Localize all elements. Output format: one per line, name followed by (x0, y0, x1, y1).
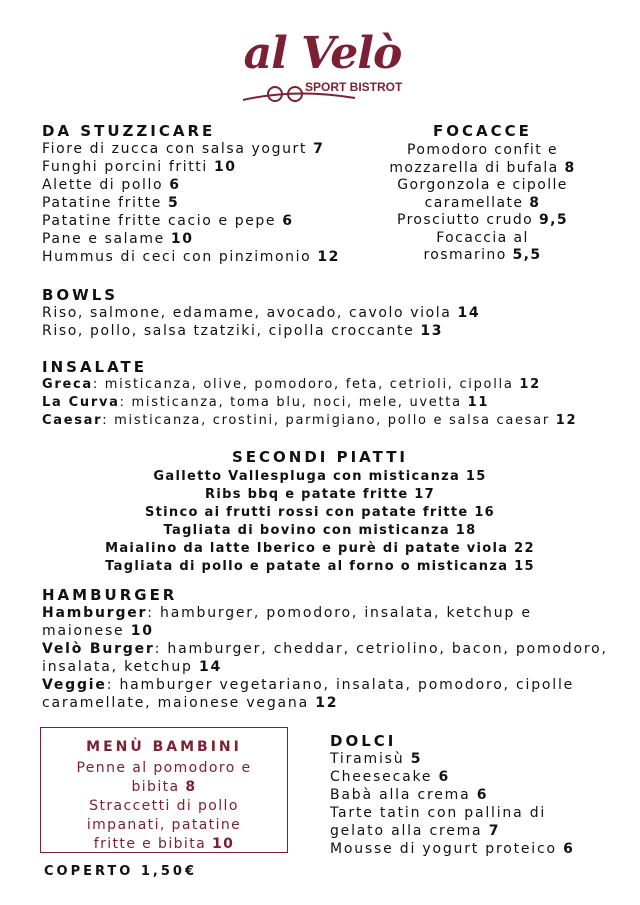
menu-item: Straccetti di pollo impanati, patatine fritte e bibita 10 (86, 798, 242, 852)
menu-item: Focaccia al rosmarino 5,5 (423, 229, 542, 263)
menu-item: Gorgonzola e cipolle caramellate 8 (397, 177, 568, 211)
section-secondi (0, 448, 640, 576)
menu-item: Hummus di ceci con pinzimonio 12 (42, 249, 341, 265)
menu-item: Mousse di yogurt proteico 6 (330, 841, 575, 857)
logo-subtitle: SPORT BISTROT (305, 80, 403, 94)
section-dolci (330, 732, 620, 858)
logo-script-text: al Velò (243, 28, 402, 79)
menu-item: Hamburger: hamburger, pomodoro, insalata, ketchup e maionese 10 (42, 605, 532, 639)
section-stuzzicare (42, 122, 340, 266)
section-title: FOCACCE (433, 122, 532, 140)
menu-item: Greca: misticanza, olive, pomodoro, feta, cetrioli, cipolla 12 (42, 377, 541, 392)
menu-item: Babà alla crema 6 (330, 787, 489, 803)
section-title: MENÙ BAMBINI (86, 739, 242, 755)
section-bambini-box (40, 727, 288, 853)
menu-item: Pane e salame 10 (42, 231, 194, 247)
menu-item: Riso, pollo, salsa tzatziki, cipolla croccante 13 (42, 323, 444, 339)
section-title: DA STUZZICARE (42, 122, 216, 140)
menu-item: Tiramisù 5 (330, 751, 423, 767)
menu-item: Tagliata di bovino con misticanza 18 (163, 523, 477, 538)
section-title: INSALATE (42, 358, 148, 376)
menu-item: Tarte tatin con pallina di gelato alla crema 7 (330, 805, 547, 839)
menu-item: Maialino da latte Iberico e purè di patate viola 22 (105, 541, 535, 556)
menu-item: Penne al pomodoro e bibita 8 (76, 760, 252, 795)
menu-item: Patatine fritte cacio e pepe 6 (42, 213, 294, 229)
section-insalate (42, 358, 577, 430)
menu-item: Velò Burger: hamburger, cheddar, cetriolino, bacon, pomodoro, insalata, ketchup 14 (42, 641, 608, 675)
menu-item: Stinco ai frutti rossi con patate fritte 16 (144, 505, 496, 520)
menu-item: Patatine fritte 5 (42, 195, 180, 211)
coperto-note: COPERTO 1,50€ (44, 864, 197, 879)
menu-item: Caesar: misticanza, crostini, parmigiano, pollo e salsa caesar 12 (42, 413, 578, 428)
menu-item: La Curva: misticanza, toma blu, noci, mele, uvetta 11 (42, 395, 490, 410)
section-hamburger (42, 586, 617, 712)
logo (235, 28, 410, 108)
menu-item: Pomodoro confit e mozzarella di bufala 8 (389, 142, 576, 176)
section-title: SECONDI PIATTI (231, 448, 409, 466)
menu-item: Cheesecake 6 (330, 769, 451, 785)
menu-item: Funghi porcini fritti 10 (42, 159, 237, 175)
menu-item: Veggie: hamburger vegetariano, insalata, pomodoro, cipolle caramellate, maionese vegana 12 (42, 677, 575, 711)
section-title: BOWLS (42, 286, 119, 304)
menu-item: Riso, salmone, edamame, avocado, cavolo viola 14 (42, 305, 481, 321)
menu-item: Ribs bbq e patate fritte 17 (205, 487, 435, 502)
section-focacce (375, 122, 590, 265)
section-bowls (42, 286, 480, 340)
menu-item: Prosciutto crudo 9,5 (396, 212, 568, 228)
section-title: HAMBURGER (42, 586, 178, 604)
menu-item: Tagliata di pollo e patate al forno o misticanza 15 (105, 559, 535, 574)
menu-item: Alette di pollo 6 (42, 177, 181, 193)
menu-item: Galletto Vallespluga con misticanza 15 (153, 469, 487, 484)
menu-item: Fiore di zucca con salsa yogurt 7 (42, 141, 325, 157)
section-title: DOLCI (330, 732, 397, 750)
